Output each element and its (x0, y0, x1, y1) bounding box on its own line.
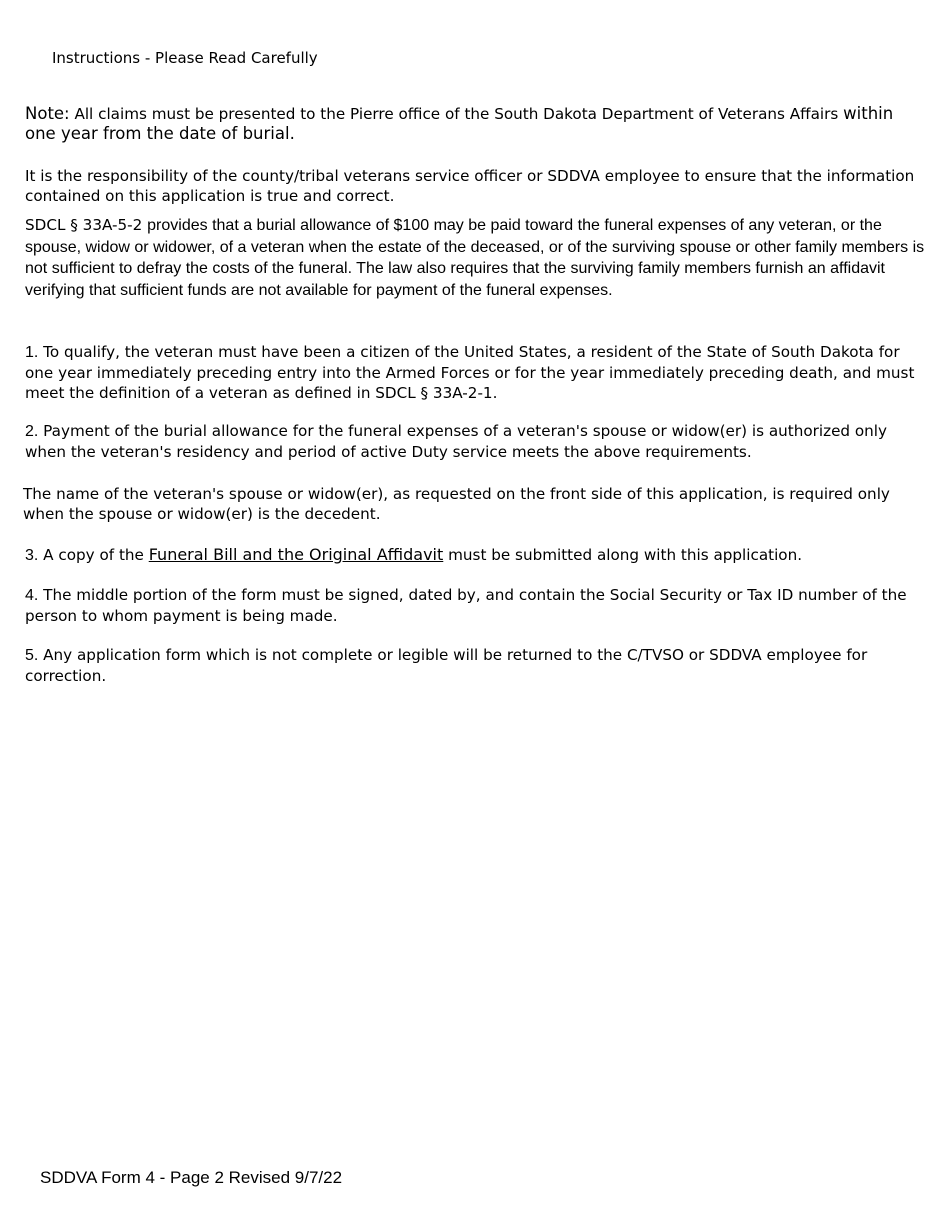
note-paragraph (25, 104, 925, 144)
list-item-number: 3. (25, 547, 39, 564)
statute-text: provides that a burial allowance of $100 may be paid toward the funeral expenses of any veteran, or the spouse, widow or widower, of a veteran when the estate of the deceased, or of the surviving spouse or other family members is not sufficient to defray the costs of the funeral. The law also requires that the surviving family members furnish an affidavit verifying that sufficient funds are not available for payment of the funeral expenses. (25, 217, 925, 299)
list-item-5 (25, 645, 925, 686)
list-item-number: 5. (25, 647, 39, 664)
list-item-prefix: A copy of the (43, 546, 144, 564)
note-deadline: within one year from the date of burial. (25, 104, 894, 143)
list-item-text: Any application form which is not complete or legible will be returned to the C/TVSO or SDDVA employee for correction. (25, 646, 868, 685)
spouse-note-text: The name of the veteran's spouse or widow(er), as requested on the front side of this application, is required only when the spouse or widow(er) is the decedent. (23, 485, 890, 523)
form-footer: SDDVA Form 4 - Page 2 Revised 9/7/22 (40, 1168, 343, 1187)
list-item-text: The middle portion of the form must be signed, dated by, and contain the Social Security or Tax ID number of the person to whom payment is being made. (25, 586, 907, 625)
list-item-number: 4. (25, 587, 39, 604)
list-item-2 (25, 421, 925, 462)
list-item-3 (25, 545, 925, 566)
note-text: All claims must be presented to the Pierre office of the South Dakota Department of Veterans Affairs (74, 105, 839, 123)
list-item-text: To qualify, the veteran must have been a citizen of the United States, a resident of the State of South Dakota for one year immediately preceding entry into the Armed Forces or for the year immediately preceding death, and must meet the definition of a veteran as defined in SDCL § 33A-2-1. (25, 343, 915, 402)
note-label: Note: (25, 104, 70, 123)
list-item-4 (25, 585, 925, 626)
spouse-note (23, 484, 925, 524)
responsibility-paragraph: It is the responsibility of the county/tribal veterans service officer or SDDVA employee to ensure that the information contained on this application is true and correct. (25, 167, 915, 205)
list-item-number: 1. (25, 344, 39, 361)
page-title: Instructions - Please Read Carefully (52, 49, 318, 67)
list-item-text: Payment of the burial allowance for the funeral expenses of a veteran's spouse or widow(er) is authorized only when the veteran's residency and period of active Duty service meets the above requirements. (25, 422, 888, 461)
statute-citation: SDCL § 33A-5-2 (25, 216, 143, 234)
statute-paragraph (25, 215, 925, 301)
required-documents: Funeral Bill and the Original Affidavit (148, 545, 444, 564)
list-item-1 (25, 342, 925, 403)
list-item-suffix: must be submitted along with this application. (448, 546, 803, 564)
list-item-number: 2. (25, 423, 39, 440)
